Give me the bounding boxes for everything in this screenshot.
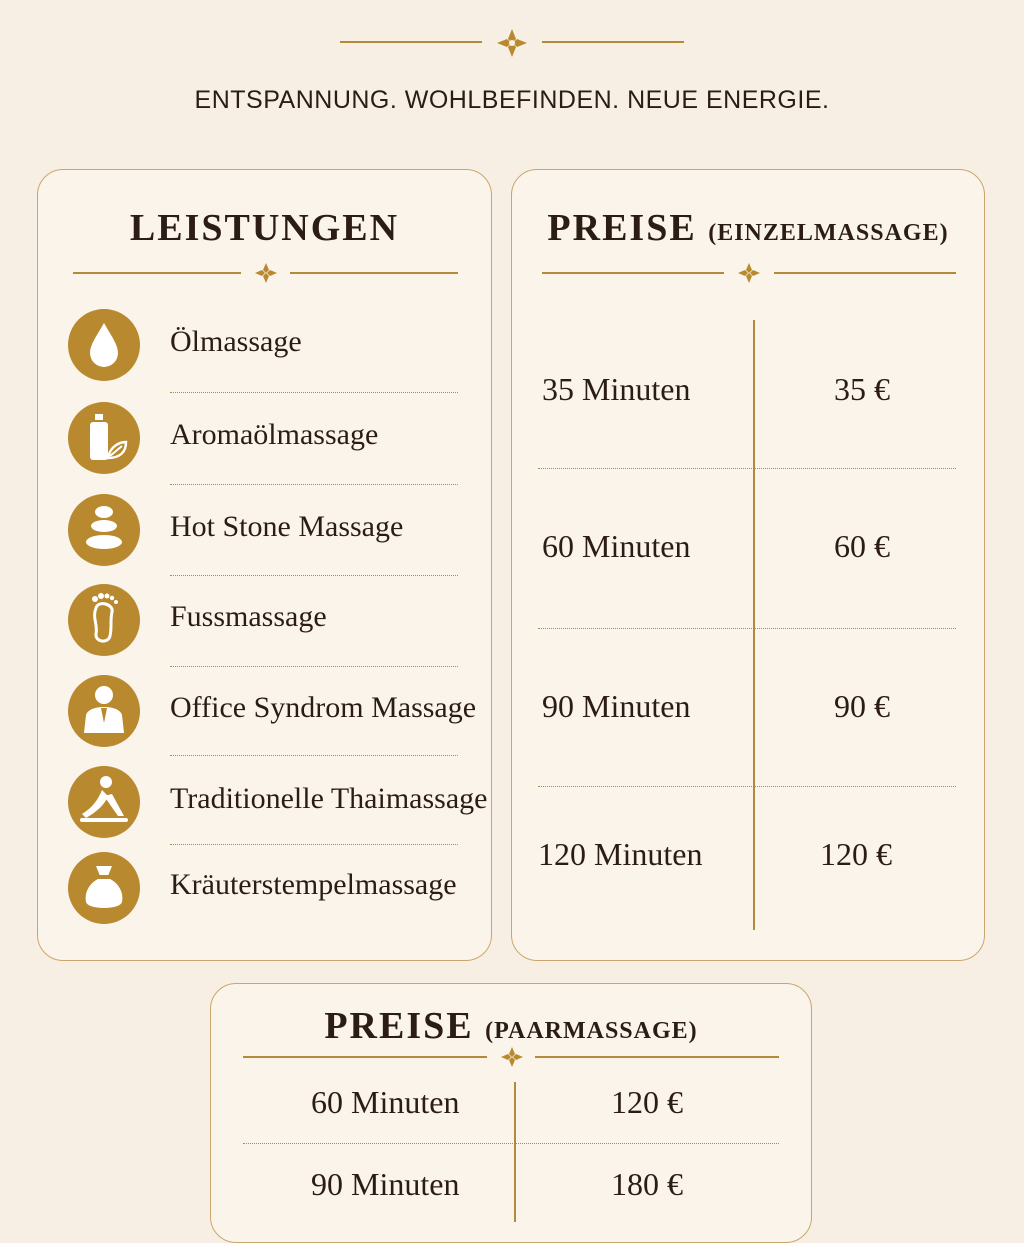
- lotus-ornament-icon: [494, 28, 530, 58]
- column-divider: [514, 1082, 516, 1222]
- dotted-separator: [170, 484, 458, 485]
- price-cell: 120 €: [820, 836, 892, 872]
- top-ornament: [340, 28, 684, 58]
- price-cell: 60 €: [834, 528, 890, 564]
- service-label: Traditionelle Thaimassage: [170, 782, 488, 815]
- price-cell: 180 €: [611, 1166, 683, 1202]
- price-cell: 90 €: [834, 688, 890, 724]
- service-label: Aromaölmassage: [170, 418, 379, 451]
- dotted-separator: [170, 666, 458, 667]
- tagline: ENTSPANNUNG. WOHLBEFINDEN. NEUE ENERGIE.: [194, 86, 830, 114]
- dotted-separator: [243, 1143, 779, 1144]
- ornament-icon: [499, 1047, 525, 1067]
- ornament-line-left: [340, 41, 482, 43]
- single-prices-card: [511, 169, 985, 961]
- duration-cell: 60 Minuten: [542, 528, 691, 564]
- list-item: [68, 675, 477, 755]
- service-label: Hot Stone Massage: [170, 510, 404, 543]
- single-prices-divider: [542, 263, 956, 283]
- foot-icon: [68, 584, 140, 656]
- dotted-separator: [170, 755, 458, 756]
- single-prices-title: [512, 206, 984, 250]
- services-card: [37, 169, 492, 961]
- couple-prices-title: [211, 1004, 811, 1048]
- dotted-separator: [170, 392, 458, 393]
- price-cell: 35 €: [834, 371, 890, 407]
- price-cell: 120 €: [611, 1084, 683, 1120]
- services-title: LEISTUNGEN: [129, 207, 400, 249]
- thai-massage-icon: [68, 766, 140, 838]
- dotted-separator: [170, 844, 458, 845]
- service-label: Ölmassage: [170, 325, 302, 358]
- column-divider: [753, 320, 755, 930]
- service-label: Office Syndrom Massage: [170, 691, 477, 724]
- herbal-compress-icon: [68, 852, 140, 924]
- duration-cell: 90 Minuten: [542, 688, 691, 724]
- duration-cell: 90 Minuten: [311, 1166, 460, 1202]
- couple-prices-heading: PREISE: [324, 1005, 474, 1047]
- couple-prices-card: [210, 983, 812, 1243]
- aroma-bottle-icon: [68, 402, 140, 474]
- list-item: [68, 766, 488, 846]
- service-label: Kräuterstempelmassage: [170, 868, 457, 901]
- services-divider: [73, 263, 458, 283]
- duration-cell: 120 Minuten: [538, 836, 703, 872]
- dotted-separator: [538, 786, 956, 787]
- list-item: [68, 309, 468, 389]
- duration-cell: 35 Minuten: [542, 371, 691, 407]
- list-item: [68, 852, 468, 932]
- dotted-separator: [170, 575, 458, 576]
- ornament-line-right: [542, 41, 684, 43]
- ornament-icon: [253, 263, 279, 283]
- dotted-separator: [538, 468, 956, 469]
- oil-drop-icon: [68, 309, 140, 381]
- duration-cell: 60 Minuten: [311, 1084, 460, 1120]
- couple-prices-subtitle: (PAARMASSAGE): [485, 1018, 698, 1044]
- list-item: [68, 584, 468, 664]
- couple-prices-divider: [243, 1047, 779, 1067]
- office-person-icon: [68, 675, 140, 747]
- single-prices-heading: PREISE: [547, 207, 697, 249]
- dotted-separator: [538, 628, 956, 629]
- service-label: Fussmassage: [170, 600, 327, 633]
- list-item: [68, 494, 468, 574]
- single-prices-subtitle: (EINZELMASSAGE): [708, 220, 949, 246]
- stones-icon: [68, 494, 140, 566]
- ornament-icon: [736, 263, 762, 283]
- list-item: [68, 402, 468, 482]
